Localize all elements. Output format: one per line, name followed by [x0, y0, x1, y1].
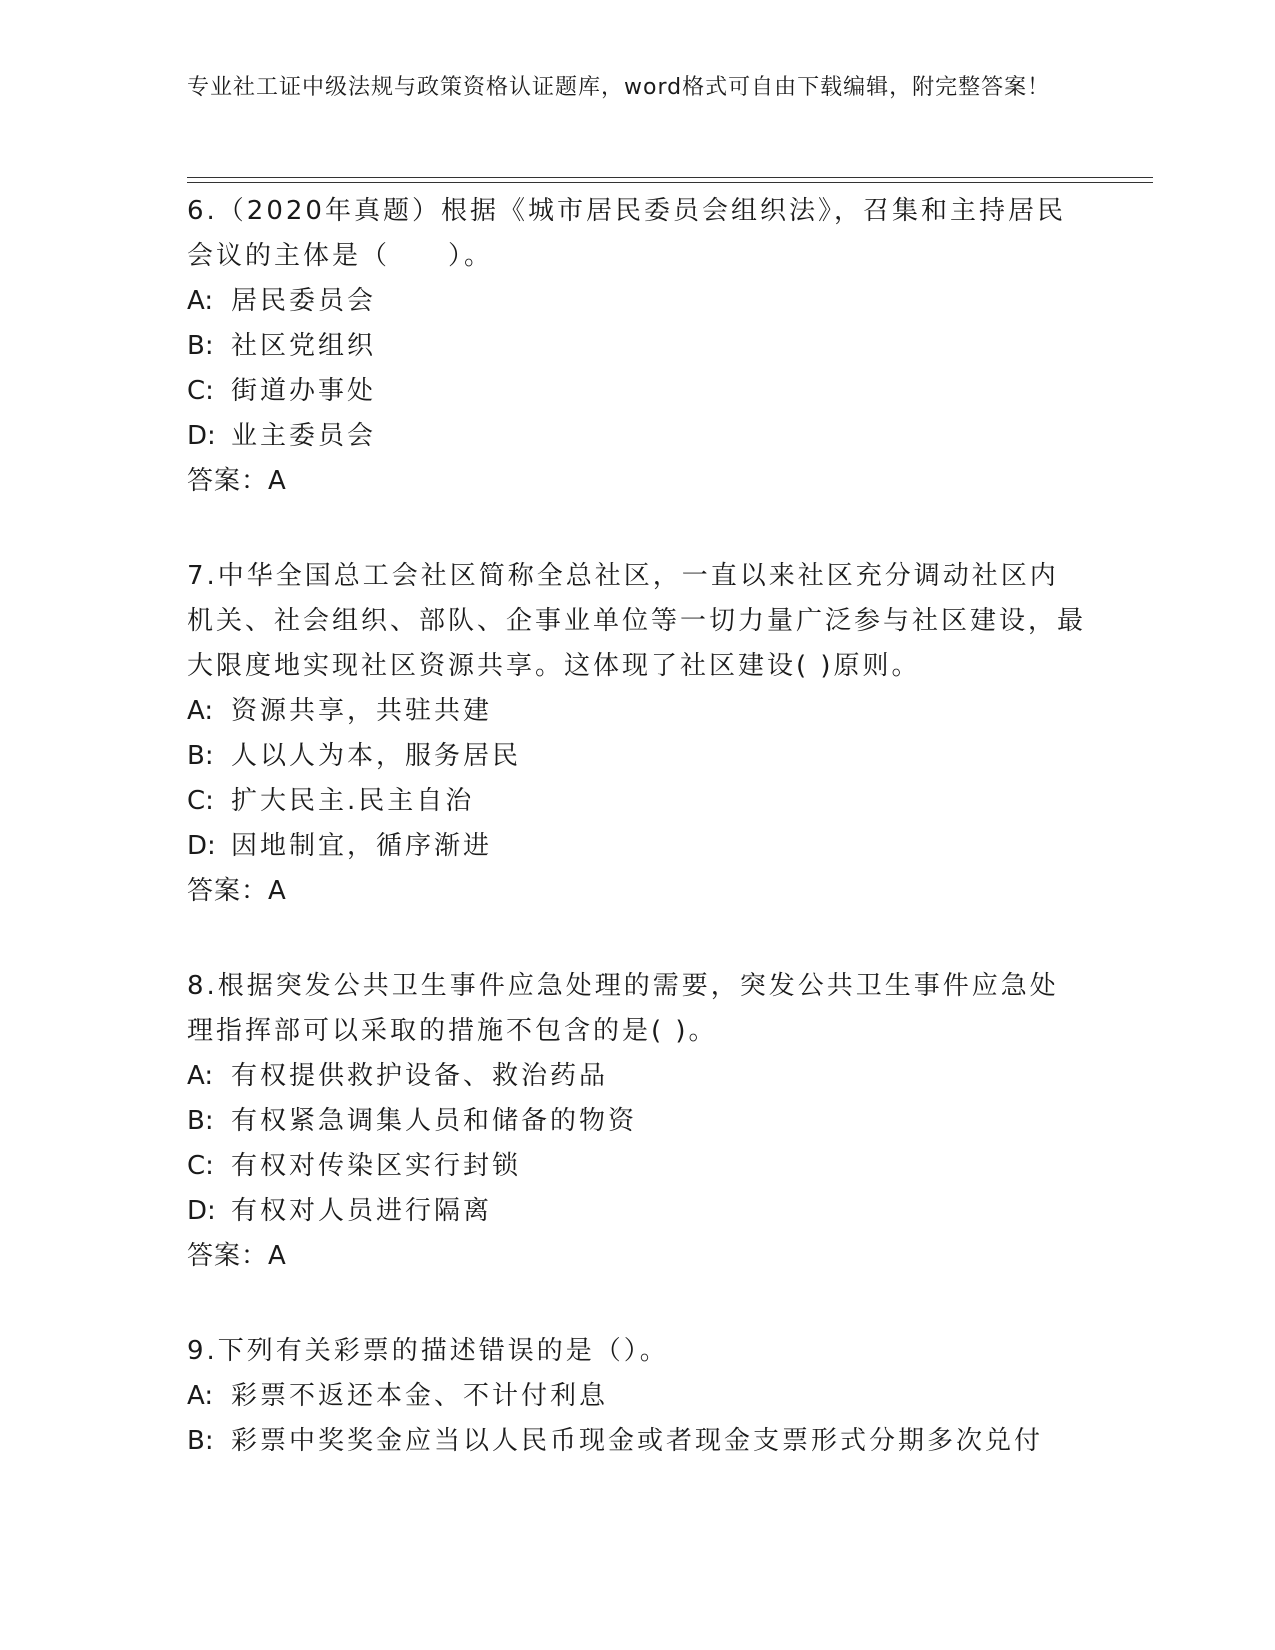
option-letter: C:: [187, 1151, 214, 1181]
question-spacer: [187, 1279, 1087, 1329]
option-letter: A:: [187, 1061, 214, 1091]
option-b: [187, 734, 1087, 779]
option-b: [187, 1099, 1087, 1144]
option-letter: B:: [187, 1106, 214, 1136]
option-letter: B:: [187, 741, 214, 771]
question-text: 8.根据突发公共卫生事件应急处理的需要，突发公共卫生事件应急处理指挥部可以采取的措施不包含的是( )。: [187, 971, 1059, 1046]
option-text: 人以人为本，服务居民: [231, 741, 522, 771]
option-a: [187, 1374, 1087, 1419]
question-text: 9.下列有关彩票的描述错误的是（）。: [187, 1336, 669, 1366]
page-header: 专业社工证中级法规与政策资格认证题库，word格式可自由下载编辑，附完整答案！: [187, 75, 1051, 100]
header-divider-top: [187, 177, 1153, 178]
option-text: 有权提供救护设备、救治药品: [231, 1061, 609, 1091]
option-letter: A:: [187, 696, 214, 726]
question-text: 6.（2020年真题）根据《城市居民委员会组织法》，召集和主持居民会议的主体是（ ）。: [187, 196, 1066, 271]
question-9: [187, 1329, 1087, 1464]
question-6: [187, 189, 1087, 504]
option-letter: C:: [187, 376, 214, 406]
question-text: 7.中华全国总工会社区简称全总社区，一直以来社区充分调动社区内机关、社会组织、部队、企事业单位等一切力量广泛参与社区建设，最大限度地实现社区资源共享。这体现了社区建设( )原则。: [187, 561, 1087, 681]
option-a: [187, 1054, 1087, 1099]
option-text: 街道办事处: [231, 376, 377, 406]
header-divider-bottom: [187, 182, 1153, 183]
question-8: [187, 964, 1087, 1279]
option-text: 彩票不返还本金、不计付利息: [231, 1381, 609, 1411]
option-text: 扩大民主.民主自治: [231, 786, 475, 816]
option-letter: A:: [187, 286, 214, 316]
option-text: 彩票中奖奖金应当以人民币现金或者现金支票形式分期多次兑付: [231, 1426, 1044, 1456]
option-text: 有权对人员进行隔离: [231, 1196, 493, 1226]
option-text: 因地制宜，循序渐进: [231, 831, 493, 861]
option-letter: B:: [187, 1426, 214, 1456]
option-letter: D:: [187, 421, 216, 451]
option-d: [187, 824, 1087, 869]
option-a: [187, 279, 1087, 324]
option-c: [187, 1144, 1087, 1189]
question-list: [187, 189, 1087, 1464]
option-text: 业主委员会: [231, 421, 377, 451]
option-letter: B:: [187, 331, 214, 361]
option-b: [187, 1419, 1087, 1464]
option-a: [187, 689, 1087, 734]
option-letter: D:: [187, 831, 216, 861]
option-text: 社区党组织: [231, 331, 377, 361]
answer-line: 答案：A: [187, 466, 287, 496]
question-spacer: [187, 504, 1087, 554]
option-text: 资源共享，共驻共建: [231, 696, 493, 726]
option-text: 居民委员会: [231, 286, 377, 316]
option-text: 有权对传染区实行封锁: [231, 1151, 522, 1181]
option-letter: A:: [187, 1381, 214, 1411]
option-b: [187, 324, 1087, 369]
answer-line: 答案：A: [187, 876, 287, 906]
question-7: [187, 554, 1087, 914]
question-spacer: [187, 914, 1087, 964]
option-text: 有权紧急调集人员和储备的物资: [231, 1106, 638, 1136]
answer-line: 答案：A: [187, 1241, 287, 1271]
option-d: [187, 414, 1087, 459]
option-c: [187, 779, 1087, 824]
option-letter: D:: [187, 1196, 216, 1226]
option-c: [187, 369, 1087, 414]
option-letter: C:: [187, 786, 214, 816]
option-d: [187, 1189, 1087, 1234]
